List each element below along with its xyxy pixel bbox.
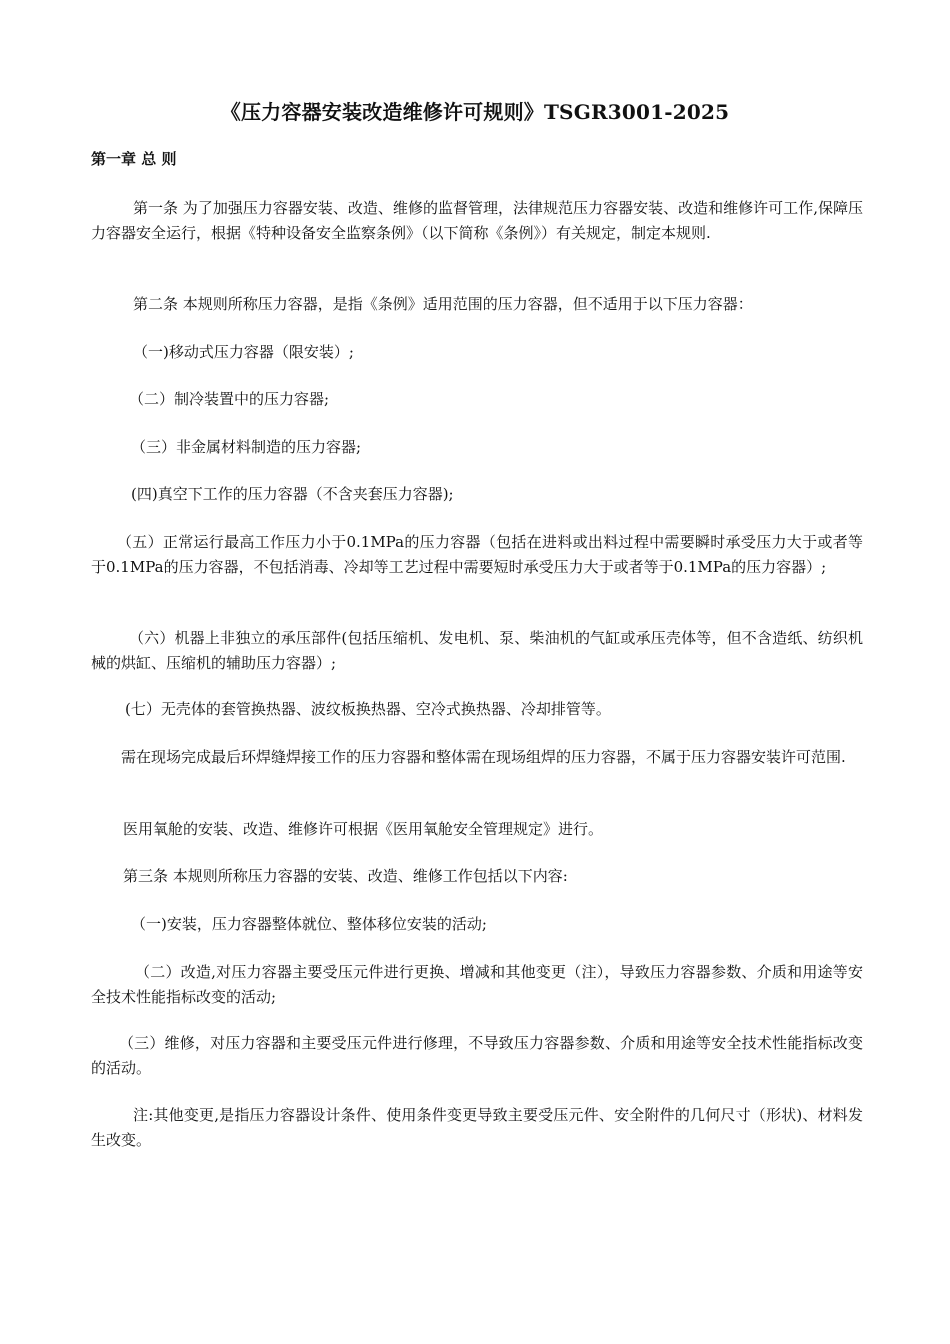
document-title: 《压力容器安装改造维修许可规则》TSGR3001-2025	[220, 100, 730, 124]
paragraph-item-1: （一)移动式压力容器（限安装）;	[133, 343, 354, 361]
paragraph-item-6: （六）机器上非独立的承压部件(包括压缩机、发电机、泵、柴油机的气缸或承压壳体等，但不含造纸、纺织机械的烘缸、压缩机的辅助压力容器）;	[91, 629, 863, 672]
paragraph-onsite-welding: 需在现场完成最后环焊缝焊接工作的压力容器和整体需在现场组焊的压力容器，不属于压力容器安装许可范围.	[121, 748, 846, 766]
paragraph-article-3: 第三条 本规则所称压力容器的安装、改造、维修工作包括以下内容:	[123, 867, 568, 885]
paragraph-item-2: （二）制冷装置中的压力容器;	[129, 390, 330, 408]
paragraph-article-2: 第二条 本规则所称压力容器，是指《条例》适用范围的压力容器，但不适用于以下压力容器：	[133, 295, 753, 313]
paragraph-maintenance: （三）维修，对压力容器和主要受压元件进行修理，不导致压力容器参数、介质和用途等安全技术性能指标改变的活动。	[91, 1034, 863, 1077]
chapter-heading: 第一章 总 则	[91, 150, 177, 168]
paragraph-item-3: （三）非金属材料制造的压力容器;	[131, 438, 362, 456]
paragraph-article-1: 第一条 为了加强压力容器安装、改造、维修的监督管理，法律规范压力容器安装、改造和维修许可工作,保障压力容器安全运行，根据《特种设备安全监察条例》（以下简称《条例》）有关规定，制定本规则.	[91, 199, 863, 242]
paragraph-hyperbaric-chamber: 医用氧舱的安装、改造、维修许可根据《医用氧舱安全管理规定》进行。	[123, 820, 604, 838]
paragraph-item-5: （五）正常运行最高工作压力小于0.1MPa的压力容器（包括在进料或出料过程中需要瞬时承受压力大于或者等于0.1MPa的压力容器，不包括消毒、冷却等工艺过程中需要短时承受压力大于或者等于0.1MPa的压力容器）;	[91, 533, 863, 576]
paragraph-note: 注:其他变更,是指压力容器设计条件、使用条件变更导致主要受压元件、安全附件的几何尺寸（形状)、材料发生改变。	[91, 1106, 863, 1149]
paragraph-item-4: (四)真空下工作的压力容器（不含夹套压力容器);	[131, 485, 454, 503]
paragraph-installation: （一)安装，压力容器整体就位、整体移位安装的活动;	[131, 915, 487, 933]
paragraph-modification: （二）改造,对压力容器主要受压元件进行更换、增减和其他变更（注），导致压力容器参数、介质和用途等安全技术性能指标改变的活动;	[91, 963, 863, 1006]
paragraph-item-7: (七）无壳体的套管换热器、波纹板换热器、空冷式换热器、冷却排管等。	[125, 700, 611, 718]
